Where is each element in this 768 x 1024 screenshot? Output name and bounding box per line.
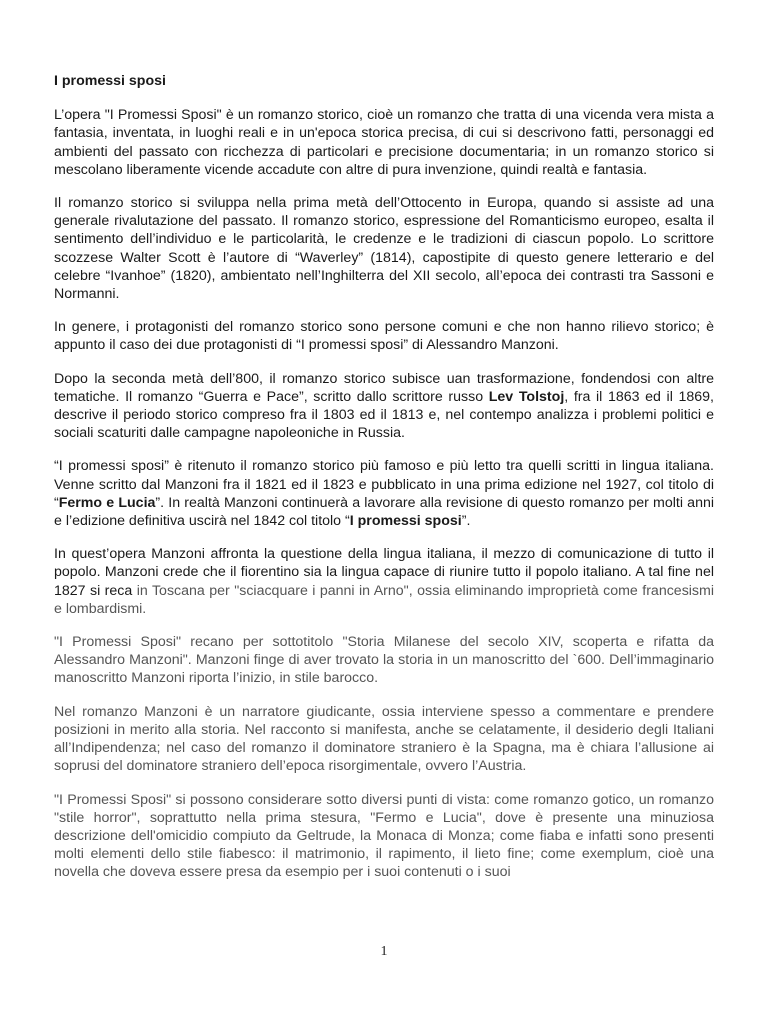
document-body <box>54 72 714 897</box>
paragraph-5-text-c: ”. <box>461 513 471 530</box>
paragraph-6-text-b: in Toscana per "sciacquare i panni in Arno", ossia eliminando improprietà come francesismi e lombardismi. <box>54 582 714 617</box>
paragraph-5-bold-title-2: I promessi sposi <box>349 513 462 530</box>
paragraph-5-bold-title-1: Fermo e Lucia <box>58 494 156 511</box>
paragraph-2: Il romanzo storico si sviluppa nella prima metà dell’Ottocento in Europa, quando si assiste ad una generale rivalutazione del passato. Il romanzo storico, espressione del Romanticismo europeo, esalta il sentimento dell’individuo e le particolarità, le credenze e le tradizioni di ciascun popolo. Lo scrittore scozzese Walter Scott è l’autore di “Waverley” (1814), capostipite di questo genere letterario e del celebre “Ivanhoe” (1820), ambientato nell’Inghilterra del XII secolo, all’epoca dei contrasti tra Sassoni e Normanni. <box>54 195 714 303</box>
paragraph-7: "I Promessi Sposi" recano per sottotitolo "Storia Milanese del secolo XIV, scoperta e rifatta da Alessandro Manzoni". Manzoni finge di aver trovato la storia in un manoscritto del `600. Dell’immaginario manoscritto Manzoni riporta l’inizio, in stile barocco. <box>54 634 714 687</box>
paragraph-4-text-b: , fra il 1863 ed il 1869, descrive il periodo storico compreso fra il 1803 ed il 1813 e, nel contempo analizza i problemi politici e sociali scaturiti dalle campagne napoleoniche in Russia. <box>54 388 714 442</box>
paragraph-3: In genere, i protagonisti del romanzo storico sono persone comuni e che non hanno rilievo storico; è appunto il caso dei due protagonisti di “I promessi sposi” di Alessandro Manzoni. <box>54 319 714 354</box>
paragraph-8: Nel romanzo Manzoni è un narratore giudicante, ossia interviene spesso a commentare e prendere posizioni in merito alla storia. Nel racconto si manifesta, anche se celatamente, il desiderio degli Italiani all’Indipendenza; nel caso del romanzo il dominatore straniero è la Spagna, ma è chiara l’allusione ai soprusi del dominatore straniero dell’epoca risorgimentale, ovvero l’Austria. <box>54 703 714 775</box>
paragraph-5 <box>54 457 714 530</box>
paragraph-5-text-b: ”. In realtà Manzoni continuerà a lavorare alla revisione di questo romanzo per molti anni e l’edizione definitiva uscirà nel 1842 col titolo “ <box>54 494 714 530</box>
paragraph-4 <box>54 370 714 443</box>
paragraph-9: "I Promessi Sposi" si possono considerare sotto diversi punti di vista: come romanzo gotico, un romanzo "stile horror", soprattutto nella prima stesura, "Fermo e Lucia", dove è presente una minuziosa descrizione dell'omicidio compiuto da Geltrude, la Monaca di Monza; come fiaba e infatti sono presenti molti elementi dello stile fiabesco: il matrimonio, il rapimento, il lieto fine; come exemplum, cioè una novella che doveva essere presa da esempio per i suoi contenuti o i suoi <box>54 791 714 881</box>
paragraph-6 <box>54 545 714 618</box>
paragraph-1: L’opera "I Promessi Sposi" è un romanzo storico, cioè un romanzo che tratta di una vicenda vera mista a fantasia, inventata, in luoghi reali e in un'epoca storica precisa, di cui si descrivono fatti, personaggi ed ambienti del passato con ricchezza di particolari e precisione documentaria; in un romanzo storico si mescolano liberamente vicende accadute con altre di pura invenzione, quindi realtà e fantasia. <box>54 107 714 178</box>
page-number: 1 <box>380 944 388 959</box>
paragraph-4-bold-name: Lev Tolstoj <box>488 388 565 405</box>
paragraph-5-text-a: “I promessi sposi” è ritenuto il romanzo storico più famoso e più letto tra quelli scritti in lingua italiana. Venne scritto dal Manzoni fra il 1821 ed il 1823 e pubblicato in una prima edizione nel 1927, col titolo di “ <box>54 458 714 511</box>
paragraph-6-text-a: In quest’opera Manzoni affronta la questione della lingua italiana, il mezzo di comunicazione di tutto il popolo. Manzoni crede che il fiorentino sia la lingua capace di riunire tutto il popolo italiano. A tal fine nel 1827 si reca <box>54 546 714 599</box>
document-title: I promessi sposi <box>54 73 166 89</box>
paragraph-4-text-a: Dopo la seconda metà dell’800, il romanzo storico subisce uan trasformazione, fondendosi con altre tematiche. Il romanzo “Guerra e Pace”, scritto dallo scrittore russo <box>54 370 714 405</box>
